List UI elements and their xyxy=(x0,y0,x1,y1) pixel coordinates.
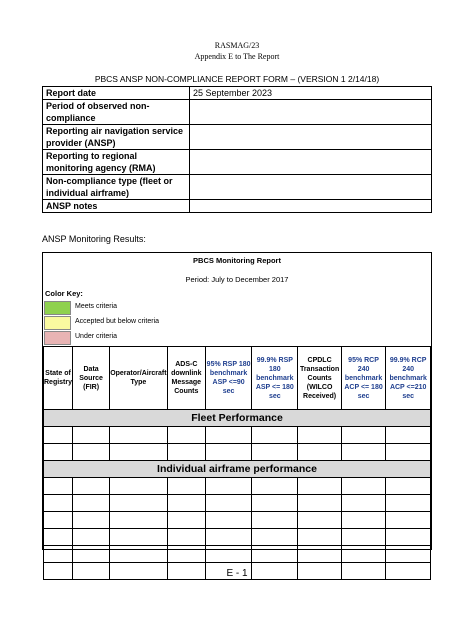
table-cell[interactable] xyxy=(73,512,110,529)
form-row xyxy=(43,150,432,175)
column-header-cpdlc-counts: CPDLC Transaction Counts (WILCO Received) xyxy=(298,347,341,410)
table-cell[interactable] xyxy=(341,512,386,529)
report-form-table xyxy=(42,86,432,213)
table-row xyxy=(44,478,431,495)
table-cell[interactable] xyxy=(44,427,73,444)
table-cell[interactable] xyxy=(44,546,73,563)
table-row xyxy=(44,546,431,563)
table-cell[interactable] xyxy=(341,529,386,546)
color-key-label: Color Key: xyxy=(45,289,83,298)
table-cell[interactable] xyxy=(206,546,252,563)
table-cell[interactable] xyxy=(110,512,167,529)
monitoring-results-label: ANSP Monitoring Results: xyxy=(42,234,146,244)
column-header-rsp-95: 95% RSP 180 benchmark ASP <=90 sec xyxy=(206,347,252,410)
table-cell[interactable] xyxy=(44,444,73,461)
monitoring-report-title: PBCS Monitoring Report xyxy=(193,256,281,265)
table-row xyxy=(44,427,431,444)
section-title-fleet: Fleet Performance xyxy=(44,410,431,427)
table-cell[interactable] xyxy=(386,546,431,563)
table-cell[interactable] xyxy=(298,495,341,512)
form-row-label: ANSP notes xyxy=(43,200,190,213)
column-header-operator: Operator/Aircraft Type xyxy=(110,347,167,410)
section-title-individual: Individual airframe performance xyxy=(44,461,431,478)
table-cell[interactable] xyxy=(341,478,386,495)
table-cell[interactable] xyxy=(73,427,110,444)
column-header-adsc-counts: ADS-C downlink Message Counts xyxy=(167,347,205,410)
table-cell[interactable] xyxy=(167,529,205,546)
form-row-label: Period of observed non-compliance xyxy=(43,100,190,125)
color-key-label-under: Under criteria xyxy=(75,333,118,340)
table-cell[interactable] xyxy=(252,512,298,529)
table-cell[interactable] xyxy=(252,529,298,546)
table-cell[interactable] xyxy=(252,427,298,444)
table-cell[interactable] xyxy=(110,478,167,495)
table-cell[interactable] xyxy=(167,427,205,444)
form-row xyxy=(43,125,432,150)
table-cell[interactable] xyxy=(298,546,341,563)
column-header-state: State of Registry xyxy=(44,347,73,410)
monitoring-header-row xyxy=(44,347,431,410)
table-cell[interactable] xyxy=(73,495,110,512)
form-row-label: Non-compliance type (fleet or individual airframe) xyxy=(43,175,190,200)
color-key-swatch-meets xyxy=(44,301,71,315)
table-cell[interactable] xyxy=(252,495,298,512)
table-cell[interactable] xyxy=(298,529,341,546)
table-cell[interactable] xyxy=(298,427,341,444)
column-header-rcp-95: 95% RCP 240 benchmark ACP <= 180 sec xyxy=(341,347,386,410)
color-key-label-meets: Meets criteria xyxy=(75,303,118,310)
table-cell[interactable] xyxy=(44,478,73,495)
form-row-value[interactable]: 25 September 2023 xyxy=(190,87,432,100)
table-cell[interactable] xyxy=(73,529,110,546)
form-row-label: Reporting to regional monitoring agency (RMA) xyxy=(43,150,190,175)
table-cell[interactable] xyxy=(341,495,386,512)
form-row-value[interactable] xyxy=(190,200,432,213)
monitoring-report-box xyxy=(42,252,432,550)
table-cell[interactable] xyxy=(341,444,386,461)
table-row xyxy=(44,512,431,529)
table-cell[interactable] xyxy=(44,529,73,546)
table-cell[interactable] xyxy=(167,478,205,495)
table-cell[interactable] xyxy=(110,444,167,461)
table-cell[interactable] xyxy=(167,495,205,512)
form-row-value[interactable] xyxy=(190,125,432,150)
table-row xyxy=(44,495,431,512)
form-title: PBCS ANSP NON-COMPLIANCE REPORT FORM – (VERSION 1 2/14/18) xyxy=(94,74,380,84)
table-row xyxy=(44,444,431,461)
form-row-label: Reporting air navigation service provider (ANSP) xyxy=(43,125,190,150)
table-cell[interactable] xyxy=(73,478,110,495)
form-row xyxy=(43,100,432,125)
doc-header-appendix: Appendix E to The Report xyxy=(194,52,280,61)
table-cell[interactable] xyxy=(167,546,205,563)
monitoring-table xyxy=(43,346,431,580)
table-cell[interactable] xyxy=(298,512,341,529)
table-cell[interactable] xyxy=(386,512,431,529)
color-key-swatch-accepted xyxy=(44,316,71,330)
column-header-data-source: Data Source (FIR) xyxy=(73,347,110,410)
form-row xyxy=(43,87,432,100)
table-cell[interactable] xyxy=(206,427,252,444)
form-row-value[interactable] xyxy=(190,175,432,200)
monitoring-report-period: Period: July to December 2017 xyxy=(185,275,289,284)
section-row-individual xyxy=(44,461,431,478)
column-header-rcp-999: 99.9% RCP 240 benchmark ACP <=210 sec xyxy=(386,347,431,410)
color-key-label-accepted: Accepted but below criteria xyxy=(75,318,160,325)
form-row-label: Report date xyxy=(43,87,190,100)
table-cell[interactable] xyxy=(252,444,298,461)
form-row xyxy=(43,175,432,200)
column-header-rsp-999: 99.9% RSP 180 benchmark ASP <= 180 sec xyxy=(252,347,298,410)
table-cell[interactable] xyxy=(386,444,431,461)
table-cell[interactable] xyxy=(167,512,205,529)
table-cell[interactable] xyxy=(386,495,431,512)
form-row-value[interactable] xyxy=(190,150,432,175)
table-cell[interactable] xyxy=(73,546,110,563)
table-cell[interactable] xyxy=(44,512,73,529)
table-cell[interactable] xyxy=(386,529,431,546)
table-cell[interactable] xyxy=(110,546,167,563)
table-cell[interactable] xyxy=(206,478,252,495)
table-cell[interactable] xyxy=(298,478,341,495)
table-cell[interactable] xyxy=(386,478,431,495)
table-cell[interactable] xyxy=(110,495,167,512)
form-row xyxy=(43,200,432,213)
table-cell[interactable] xyxy=(206,512,252,529)
form-row-value[interactable] xyxy=(190,100,432,125)
section-row-fleet xyxy=(44,410,431,427)
table-cell[interactable] xyxy=(298,444,341,461)
table-cell[interactable] xyxy=(206,444,252,461)
page-number: E - 1 xyxy=(226,568,248,579)
table-cell[interactable] xyxy=(110,529,167,546)
table-cell[interactable] xyxy=(110,427,167,444)
table-cell[interactable] xyxy=(73,444,110,461)
doc-header-code: RASMAG/23 xyxy=(214,41,260,50)
table-cell[interactable] xyxy=(206,529,252,546)
table-cell[interactable] xyxy=(386,427,431,444)
color-key-swatch-under xyxy=(44,331,71,345)
table-row xyxy=(44,529,431,546)
table-cell[interactable] xyxy=(206,495,252,512)
table-cell[interactable] xyxy=(341,427,386,444)
table-cell[interactable] xyxy=(167,444,205,461)
table-cell[interactable] xyxy=(44,495,73,512)
table-cell[interactable] xyxy=(252,478,298,495)
table-cell[interactable] xyxy=(341,546,386,563)
table-cell[interactable] xyxy=(252,546,298,563)
